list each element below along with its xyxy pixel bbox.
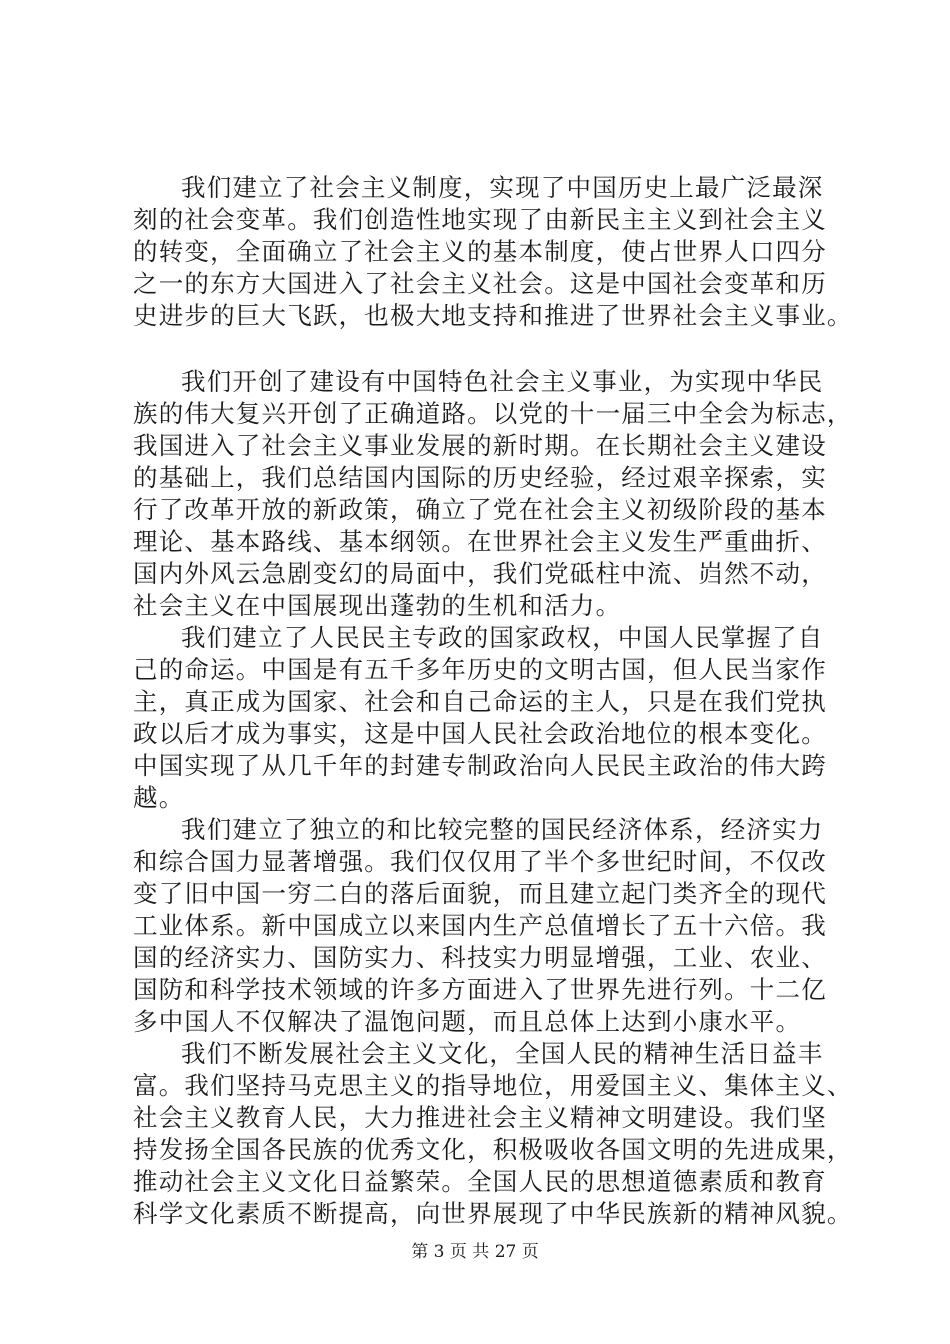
text-line: 我国进入了社会主义事业发展的新时期。在长期社会主义建设 (133, 431, 827, 460)
text-line: 理论、基本路线、基本纲领。在世界社会主义发生严重曲折、 (133, 527, 827, 556)
paragraph (133, 622, 851, 814)
document-body (133, 172, 851, 1230)
text-line: 国防和科学技术领域的许多方面进入了世界先进行列。十二亿 (133, 975, 827, 1004)
text-line: 己的命运。中国是有五千多年历史的文明古国，但人民当家作 (133, 655, 827, 684)
text-line: 和综合国力显著增强。我们仅仅用了半个多世纪时间，不仅改 (133, 847, 827, 876)
text-line: 的基础上，我们总结国内国际的历史经验，经过艰辛探索，实 (133, 463, 827, 492)
text-line: 富。我们坚持马克思主义的指导地位，用爱国主义、集体主义、 (133, 1071, 853, 1100)
text-line: 持发扬全国各民族的优秀文化，积极吸收各国文明的先进成果， (133, 1135, 853, 1164)
text-line: 我们建立了社会主义制度，实现了中国历史上最广泛最深 (181, 173, 824, 202)
text-line: 史进步的巨大飞跃，也极大地支持和推进了世界社会主义事业。 (133, 301, 853, 330)
paragraph (133, 366, 851, 622)
text-line: 政以后才成为事实，这是中国人民社会政治地位的根本变化。 (133, 719, 827, 748)
text-line: 行了改革开放的新政策，确立了党在社会主义初级阶段的基本 (133, 495, 827, 524)
text-line: 我们不断发展社会主义文化，全国人民的精神生活日益丰 (181, 1039, 824, 1068)
text-line: 我们建立了人民民主专政的国家政权，中国人民掌握了自 (181, 623, 824, 652)
text-line: 社会主义在中国展现出蓬勃的生机和活力。 (133, 591, 622, 620)
text-line: 族的伟大复兴开创了正确道路。以党的十一届三中全会为标志， (133, 399, 853, 428)
text-line: 刻的社会变革。我们创造性地实现了由新民主主义到社会主义 (133, 205, 827, 234)
text-line: 的转变，全面确立了社会主义的基本制度，使占世界人口四分 (133, 237, 827, 266)
text-line: 工业体系。新中国成立以来国内生产总值增长了五十六倍。我 (133, 911, 827, 940)
text-line: 主，真正成为国家、社会和自己命运的主人，只是在我们党执 (133, 687, 827, 716)
paragraph (133, 814, 851, 1038)
text-line: 我们开创了建设有中国特色社会主义事业，为实现中华民 (181, 367, 824, 396)
text-line: 国的经济实力、国防实力、科技实力明显增强，工业、农业、 (133, 943, 827, 972)
text-line: 社会主义教育人民，大力推进社会主义精神文明建设。我们坚 (133, 1103, 827, 1132)
paragraph-gap (133, 332, 851, 366)
text-line: 国内外风云急剧变幻的局面中，我们党砥柱中流、岿然不动， (133, 559, 827, 588)
text-line: 中国实现了从几千年的封建专制政治向人民民主政治的伟大跨 (133, 751, 827, 780)
text-line: 变了旧中国一穷二白的落后面貌，而且建立起门类齐全的现代 (133, 879, 827, 908)
text-line: 我们建立了独立的和比较完整的国民经济体系，经济实力 (181, 815, 824, 844)
page-number-footer: 第 3 页 共 27 页 (411, 1242, 539, 1262)
paragraph (133, 172, 851, 332)
text-line: 推动社会主义文化日益繁荣。全国人民的思想道德素质和教育 (133, 1167, 827, 1196)
text-line: 科学文化素质不断提高，向世界展现了中华民族新的精神风貌。 (133, 1199, 853, 1228)
text-line: 越。 (133, 783, 185, 812)
paragraph (133, 1038, 851, 1230)
text-line: 多中国人不仅解决了温饱问题，而且总体上达到小康水平。 (133, 1007, 802, 1036)
text-line: 之一的东方大国进入了社会主义社会。这是中国社会变革和历 (133, 269, 827, 298)
